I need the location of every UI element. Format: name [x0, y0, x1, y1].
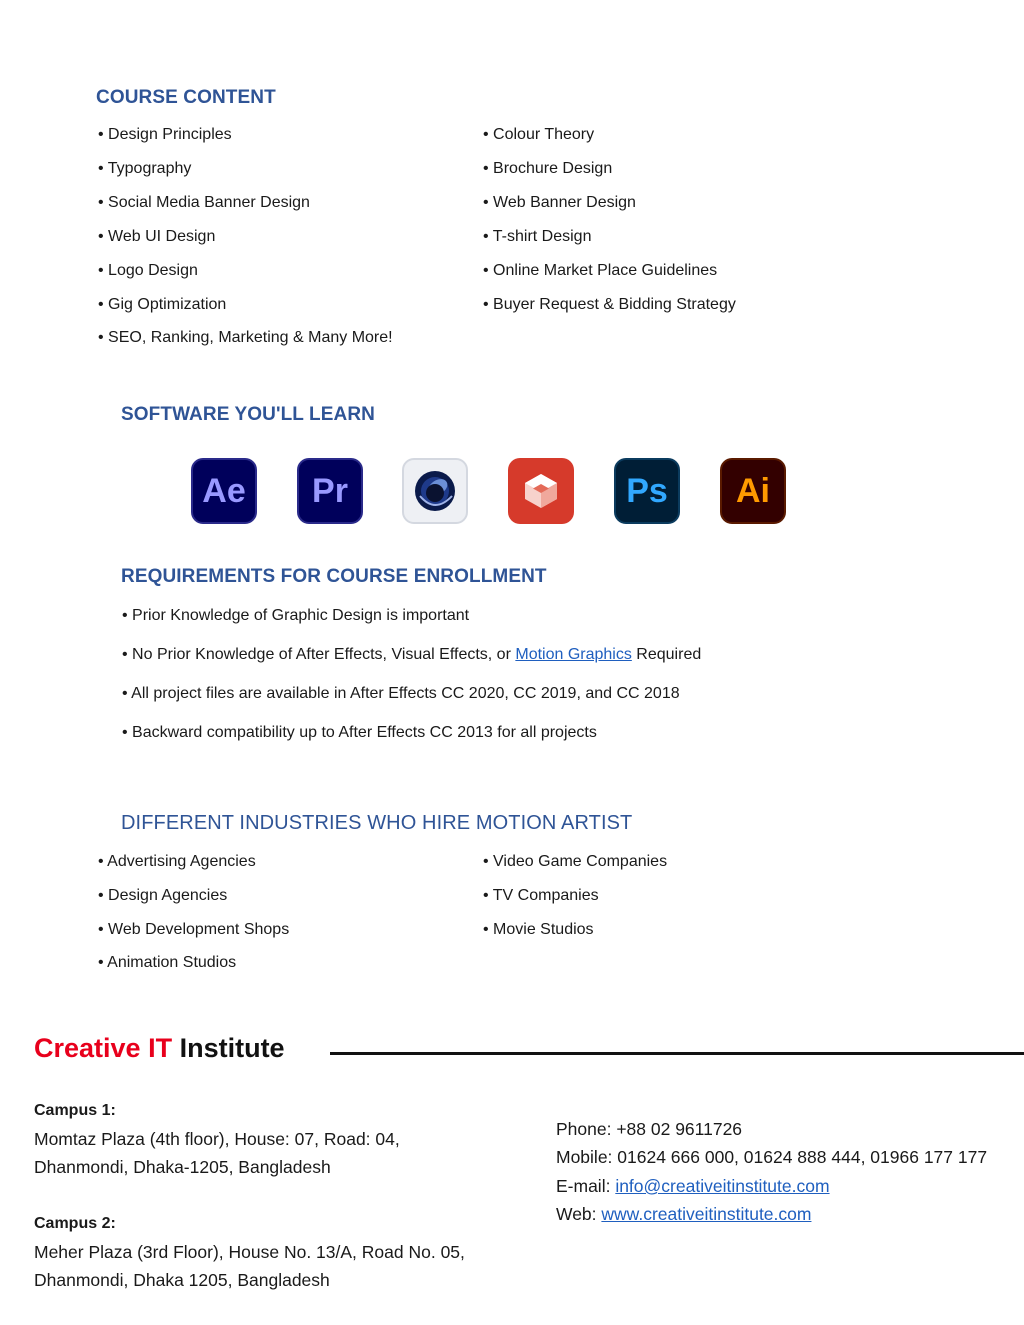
course-item: • Design Principles	[98, 126, 232, 144]
campus2-address-line1: Meher Plaza (3rd Floor), House No. 13/A, Road No. 05,	[34, 1242, 465, 1262]
course-item: • T-shirt Design	[483, 228, 591, 246]
industry-item: • Animation Studios	[98, 954, 236, 972]
course-item: • Social Media Banner Design	[98, 194, 310, 212]
course-item: • Online Market Place Guidelines	[483, 262, 717, 280]
requirement-item: • Backward compatibility up to After Effects CC 2013 for all projects	[122, 724, 597, 742]
industry-item: • Advertising Agencies	[98, 853, 256, 871]
industry-item: • Web Development Shops	[98, 921, 289, 939]
course-item: • Web Banner Design	[483, 194, 636, 212]
course-item: • Brochure Design	[483, 160, 612, 178]
after-effects-icon: Ae	[191, 458, 257, 524]
course-item: • Buyer Request & Bidding Strategy	[483, 296, 736, 314]
email-link[interactable]: info@creativeitinstitute.com	[615, 1176, 830, 1196]
industry-item: • TV Companies	[483, 887, 599, 905]
photoshop-icon: Ps	[614, 458, 680, 524]
cinema-4d-icon	[402, 458, 468, 524]
website-link[interactable]: www.creativeitinstitute.com	[601, 1204, 812, 1224]
course-item: • Web UI Design	[98, 228, 215, 246]
campus1-address-line2: Dhanmondi, Dhaka-1205, Bangladesh	[34, 1157, 331, 1177]
web-line: Web: www.creativeitinstitute.com	[556, 1204, 812, 1224]
redshift-icon	[508, 458, 574, 524]
course-item: • Logo Design	[98, 262, 198, 280]
industry-item: • Movie Studios	[483, 921, 594, 939]
requirement-item: • All project files are available in After Effects CC 2020, CC 2019, and CC 2018	[122, 685, 680, 703]
requirement-item: • Prior Knowledge of Graphic Design is important	[122, 607, 469, 625]
course-item: • SEO, Ranking, Marketing & Many More!	[98, 329, 393, 347]
course-item: • Gig Optimization	[98, 296, 226, 314]
brand-name: Creative IT Institute	[34, 1033, 285, 1063]
course-item: • Colour Theory	[483, 126, 594, 144]
campus2-label: Campus 2:	[34, 1215, 116, 1232]
mobile-text: Mobile: 01624 666 000, 01624 888 444, 01966 177 177	[556, 1147, 988, 1167]
campus1-address-line1: Momtaz Plaza (4th floor), House: 07, Road: 04,	[34, 1129, 400, 1149]
software-heading: SOFTWARE YOU'LL LEARN	[121, 404, 375, 425]
course-content-heading: COURSE CONTENT	[96, 87, 276, 108]
illustrator-icon: Ai	[720, 458, 786, 524]
campus2-address-line2: Dhanmondi, Dhaka 1205, Bangladesh	[34, 1270, 330, 1290]
requirements-heading: REQUIREMENTS FOR COURSE ENROLLMENT	[121, 566, 547, 587]
course-item: • Typography	[98, 160, 191, 178]
campus1-label: Campus 1:	[34, 1102, 116, 1119]
phone-text: Phone: +88 02 9611726	[556, 1119, 743, 1139]
divider	[330, 1052, 1024, 1055]
premiere-pro-icon: Pr	[297, 458, 363, 524]
requirement-item: • No Prior Knowledge of After Effects, Visual Effects, or Motion Graphics Required	[122, 646, 701, 664]
industry-item: • Design Agencies	[98, 887, 227, 905]
motion-graphics-link[interactable]: Motion Graphics	[515, 646, 632, 663]
industries-heading: DIFFERENT INDUSTRIES WHO HIRE MOTION ARTIST	[121, 812, 633, 834]
industry-item: • Video Game Companies	[483, 853, 667, 871]
email-line: E-mail: info@creativeitinstitute.com	[556, 1176, 830, 1196]
